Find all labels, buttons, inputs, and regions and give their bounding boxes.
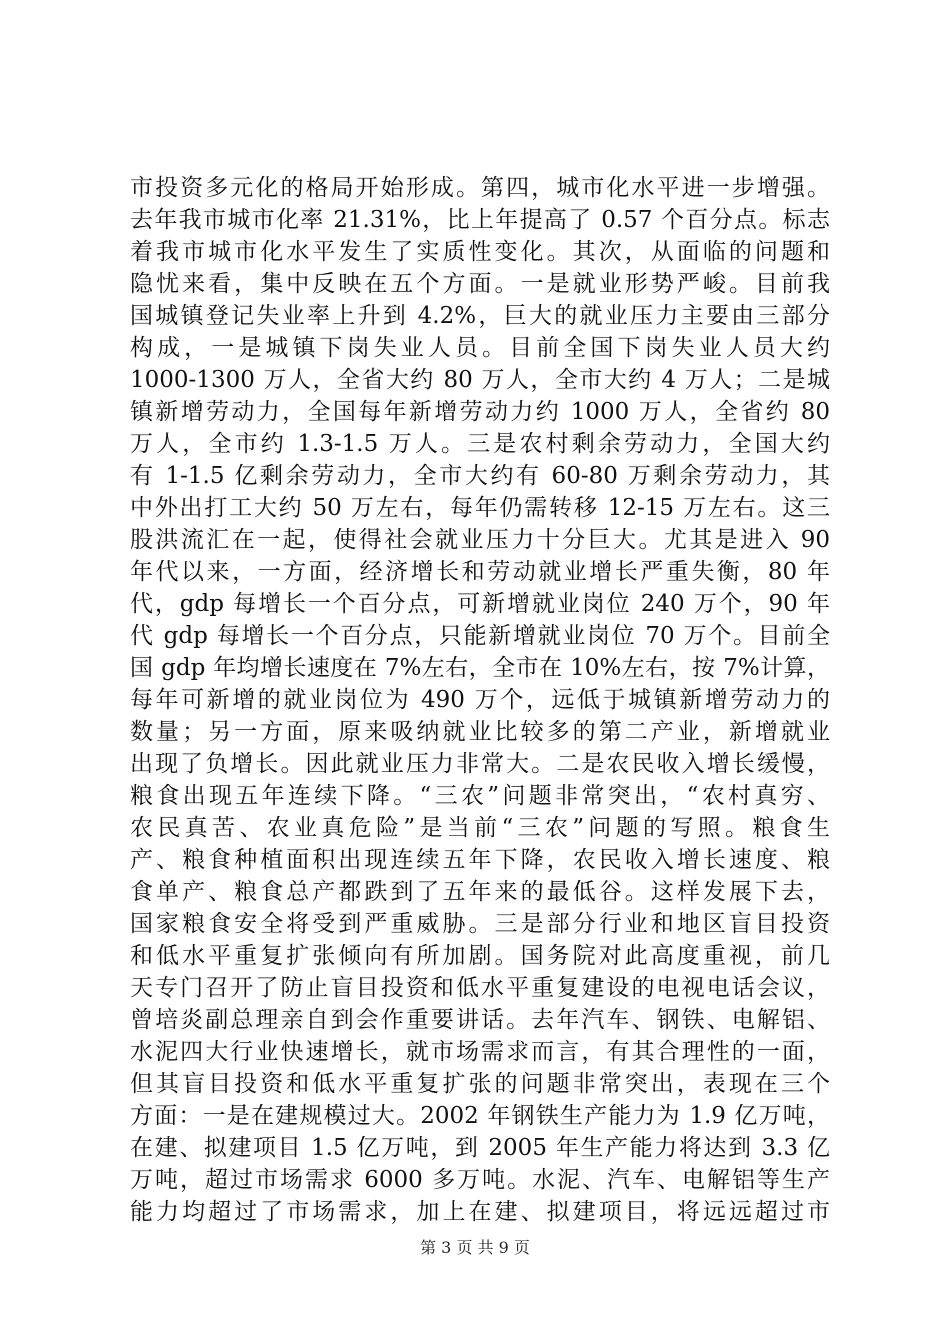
text-line: 出现了负增长。因此就业压力非常大。二是农民收入增长缓慢，	[130, 751, 830, 777]
text-line: 股洪流汇在一起，使得社会就业压力十分巨大。尤其是进入 90	[130, 527, 830, 553]
text-line: 数量；另一方面，原来吸纳就业比较多的第二产业，新增就业	[130, 719, 830, 745]
text-line: 水泥四大行业快速增长，就市场需求而言，有其合理性的一面，	[130, 1039, 830, 1065]
text-line: 曾培炎副总理亲自到会作重要讲话。去年汽车、钢铁、电解铝、	[130, 1007, 830, 1033]
text-line: 方面：一是在建规模过大。2002 年钢铁生产能力为 1.9 亿万吨，	[130, 1103, 830, 1129]
text-line: 万吨，超过市场需求 6000 多万吨。水泥、汽车、电解铝等生产	[130, 1167, 830, 1193]
text-line: 能力均超过了市场需求，加上在建、拟建项目，将远远超过市	[130, 1199, 830, 1225]
body-text	[130, 172, 830, 1228]
text-line: 粮食出现五年连续下降。“三农”问题非常突出，“农村真穷、	[130, 783, 830, 809]
text-line: 万人，全市约 1.3-1.5 万人。三是农村剩余劳动力，全国大约	[130, 431, 830, 457]
text-line: 构成，一是城镇下岗失业人员。目前全国下岗失业人员大约	[130, 335, 830, 361]
text-line: 1000-1300 万人，全省大约 80 万人，全市大约 4 万人；二是城	[130, 367, 830, 393]
text-line: 国 gdp 年均增长速度在 7%左右，全市在 10%左右，按 7%计算，	[130, 655, 830, 681]
text-line: 食单产、粮食总产都跌到了五年来的最低谷。这样发展下去，	[130, 879, 830, 905]
text-line: 国城镇登记失业率上升到 4.2%，巨大的就业压力主要由三部分	[130, 303, 830, 329]
text-line: 着我市城市化水平发生了实质性变化。其次，从面临的问题和	[130, 239, 830, 265]
text-line: 国家粮食安全将受到严重威胁。三是部分行业和地区盲目投资	[130, 911, 830, 937]
text-line: 每年可新增的就业岗位为 490 万个，远低于城镇新增劳动力的	[130, 687, 830, 713]
text-line: 镇新增劳动力，全国每年新增劳动力约 1000 万人，全省约 80	[130, 399, 830, 425]
page-number-label: 第 3 页 共 9 页	[420, 1238, 530, 1257]
text-line: 农民真苦、农业真危险”是当前“三农”问题的写照。粮食生	[130, 815, 830, 841]
text-line: 但其盲目投资和低水平重复扩张的问题非常突出，表现在三个	[130, 1071, 830, 1097]
text-line: 市投资多元化的格局开始形成。第四，城市化水平进一步增强。	[130, 175, 830, 201]
text-line: 中外出打工大约 50 万左右，每年仍需转移 12-15 万左右。这三	[130, 495, 830, 521]
page-footer	[0, 1236, 950, 1260]
text-line: 代，gdp 每增长一个百分点，可新增就业岗位 240 万个，90 年	[130, 591, 830, 617]
text-line: 年代以来，一方面，经济增长和劳动就业增长严重失衡，80 年	[130, 559, 830, 585]
text-line: 代 gdp 每增长一个百分点，只能新增就业岗位 70 万个。目前全	[130, 623, 830, 649]
text-line: 和低水平重复扩张倾向有所加剧。国务院对此高度重视，前几	[130, 943, 830, 969]
text-line: 去年我市城市化率 21.31%，比上年提高了 0.57 个百分点。标志	[130, 207, 830, 233]
text-line: 在建、拟建项目 1.5 亿万吨，到 2005 年生产能力将达到 3.3 亿	[130, 1135, 830, 1161]
text-line: 产、粮食种植面积出现连续五年下降，农民收入增长速度、粮	[130, 847, 830, 873]
text-line: 天专门召开了防止盲目投资和低水平重复建设的电视电话会议，	[130, 975, 830, 1001]
text-line: 隐忧来看，集中反映在五个方面。一是就业形势严峻。目前我	[130, 271, 830, 297]
text-line: 有 1-1.5 亿剩余劳动力，全市大约有 60-80 万剩余劳动力，其	[130, 463, 830, 489]
